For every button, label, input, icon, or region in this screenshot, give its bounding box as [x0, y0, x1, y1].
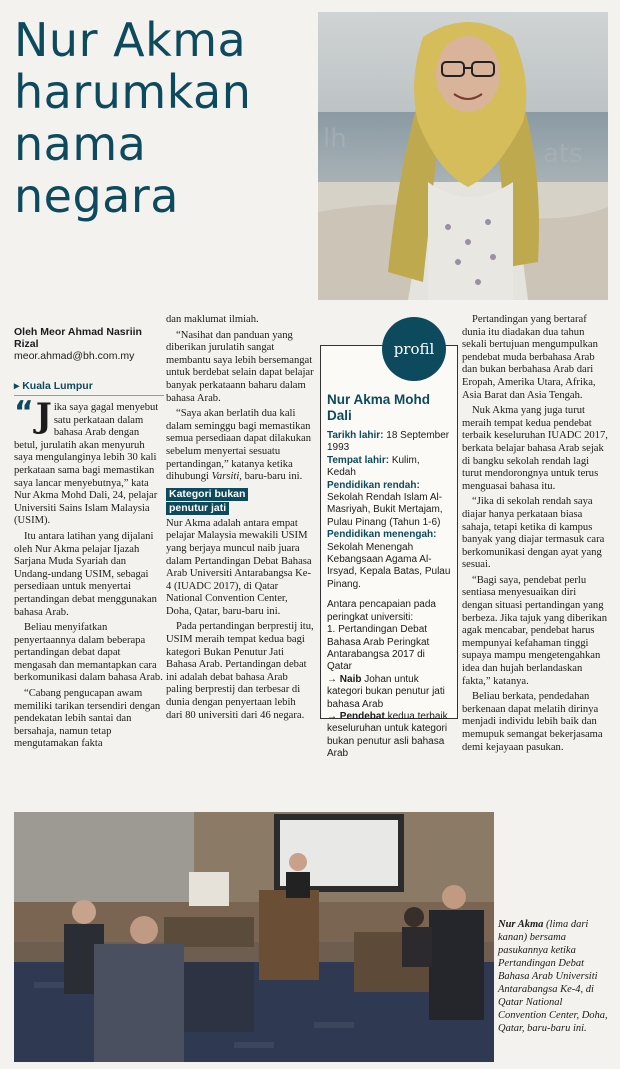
profile-primary: Sekolah Rendah Islam Al-Masriyah, Bukit Mertajam, Pulau Pinang (Tahun 1-6)	[327, 492, 443, 528]
profile-achievement-1: 1. Pertandingan Debat Bahasa Arab Peringkat Antarabangsa 2017 di Qatar	[327, 624, 430, 673]
lead-paragraph: “ J ika saya gagal menyebut satu perkataan dalam bahasa Arab dengan betul, jurulatih akan menyuruh saya mengulanginya lebih 30 kali perkataan sama bagi memastikan saya lancar menyebutnya,” kata Nur Akma Mohd Dali, 24, pelajar Universiti Sains Islam Malaysia (USIM).	[14, 395, 159, 527]
photo-caption: Nur Akma (lima dari kanan) bersama pasukannya ketika Pertandingan Debat Bahasa Arab Universiti Antarabangsa Ke-4, di Qatar National Convention Center, Doha, Qatar, baru-baru ini.	[498, 919, 608, 1034]
paragraph: Nur Akma adalah antara empat pelajar Malaysia mewakili USIM yang berjaya muncul naib juara dalam Pertandingan Debat Bahasa Arab Universiti Antarabangsa Ke-4 (IUADC 2017), di Qatar National Convention Center, Doha, Qatar, baru-baru ini.	[166, 517, 312, 617]
svg-text:ats: ats	[543, 139, 583, 169]
headline	[14, 14, 314, 222]
paragraph: “Jika di sekolah rendah saya diajar hanya perkataan biasa sahaja, tetapi ketika di kampus banyak yang diajar termasuk cara berkomunikasi dengan ayat yang sesuai.	[462, 496, 605, 571]
headline-line-1: Nur Akma	[14, 13, 247, 67]
arrow-right-icon: →	[327, 673, 337, 685]
profile-primary-label: Pendidikan rendah:	[327, 479, 420, 491]
headline-line-3: nama	[14, 117, 147, 171]
dateline: ▸ Kuala Lumpur	[14, 380, 93, 392]
profile-content	[327, 392, 451, 761]
quote-mark-icon: “	[14, 395, 34, 430]
paragraph: Pada pertandingan berprestij itu, USIM meraih tempat kedua bagi kategori Bukan Penutur Jati Bahasa Arab. Pertandingan debat ini adalah debat bahasa Arab paling berprestij dan terbesar di dunia dengan penyertaan lebih dari 80 universiti dari 46 negara.	[166, 621, 314, 721]
arrow-right-icon: →	[327, 710, 337, 722]
paragraph: Beliau menyifatkan penyertaannya dalam beberapa pertandingan debat dapat mengasah dan memantapkan cara berkomunikasi dalam bahasa Arab.	[14, 622, 163, 684]
article-column-4	[462, 314, 608, 757]
profile-achievement-1b: → Pendebat kedua terbaik keseluruhan untuk kategori bukan penutur asli bahasa Arab	[327, 710, 448, 760]
svg-text:lh: lh	[323, 124, 347, 154]
article-column-1	[14, 395, 164, 754]
profile-pob: Tempat lahir: Kulim, Kedah	[327, 454, 420, 479]
portrait-photo	[318, 12, 608, 300]
paragraph: Pertandingan yang bertaraf dunia itu diadakan dua tahun sekali bertujuan mengumpulkan pendebat muda berbahasa Arab dan bukan berbahasa Arab dari Eropah, Amerika Utara, Afrika, Asia Barat dan Asia Tengah.	[462, 314, 598, 401]
paragraph: Itu antara latihan yang dijalani oleh Nur Akma pelajar Ijazah Sarjana Muda Syariah dan Undang-undang USIM, sebagai persediaan untuk menyertai pertandingan debat menggunakan bahasa Arab.	[14, 530, 157, 618]
caption-name: Nur Akma	[498, 919, 544, 930]
profile-badge: profil	[382, 317, 446, 381]
author-email[interactable]: meor.ahmad@bh.com.my	[14, 350, 135, 362]
headline-line-2: harumkan	[14, 65, 252, 119]
byline	[14, 326, 164, 362]
paragraph: Beliau berkata, pendedahan berkenaan dapat melatih dirinya menjadi individu lebih baik dan memupuk semangat bekerjasama demi kejayaan pasukan.	[462, 691, 603, 753]
paragraph: “Cabang pengucapan awam memiliki tarikan tersendiri dengan pendekatan lebih santai dan bersahaja, namun tetap mengutamakan fakta	[14, 688, 161, 750]
paragraph: “Saya akan berlatih dua kali dalam seminggu bagi memastikan semua persediaan dapat dilakukan sebelum menyertai sesuatu pertandingan,” katanya ketika dihubungi Varsiti, baru-baru ini.	[166, 408, 312, 483]
paragraph: “Nasihat dan panduan yang diberikan jurulatih sangat membantu saya lebih bersemangat untuk berdebat selain dapat belajar banyak perkataann baharu dalam bahasa Arab.	[166, 329, 314, 404]
debate-photo	[14, 812, 494, 1062]
drop-cap: J	[35, 396, 52, 436]
profile-dob: Tarikh lahir: 18 September 1993	[327, 430, 450, 454]
profile-name: Nur Akma Mohd Dali	[327, 392, 431, 423]
profile-achievement-1a: → Naib Johan untuk kategori bukan penutur jati bahasa Arab	[327, 673, 445, 710]
article-column-2	[166, 314, 314, 725]
paragraph: Nuk Akma yang juga turut meraih tempat kedua pendebat terbaik keseluruhan IUADC 2017, berkata belajar bahasa Arab sejak di bangku sekolah rendah lagi turut mendorongnya untuk terus menguasai bahasa itu.	[462, 405, 608, 492]
section-subhead: Kategori bukan penutur jati	[166, 488, 314, 516]
paragraph: dan maklumat ilmiah.	[166, 314, 259, 325]
paragraph: “Bagi saya, pendebat perlu sentiasa menyesuaikan diri dengan situasi pertandingan yang berbeza. Jika tajuk yang diberikan agak mencabar, pendebat harus mempunyai kefahaman tinggi supaya mampu mengetengahkan idea dan hujah berlandaskan fakta,” katanya.	[462, 574, 608, 687]
author-name: Oleh Meor Ahmad Nasriin Rizal	[14, 326, 142, 350]
profile-secondary-label: Pendidikan menengah:	[327, 529, 437, 541]
profile-achievements-intro: Antara pencapaian pada peringkat universiti:	[327, 599, 436, 623]
dateline-marker-icon: ▸	[14, 380, 23, 392]
headline-line-4: negara	[14, 169, 179, 223]
profile-secondary: Sekolah Menengah Kebangsaan Agama Al-Irsyad, Kepala Batas, Pulau Pinang.	[327, 541, 451, 590]
